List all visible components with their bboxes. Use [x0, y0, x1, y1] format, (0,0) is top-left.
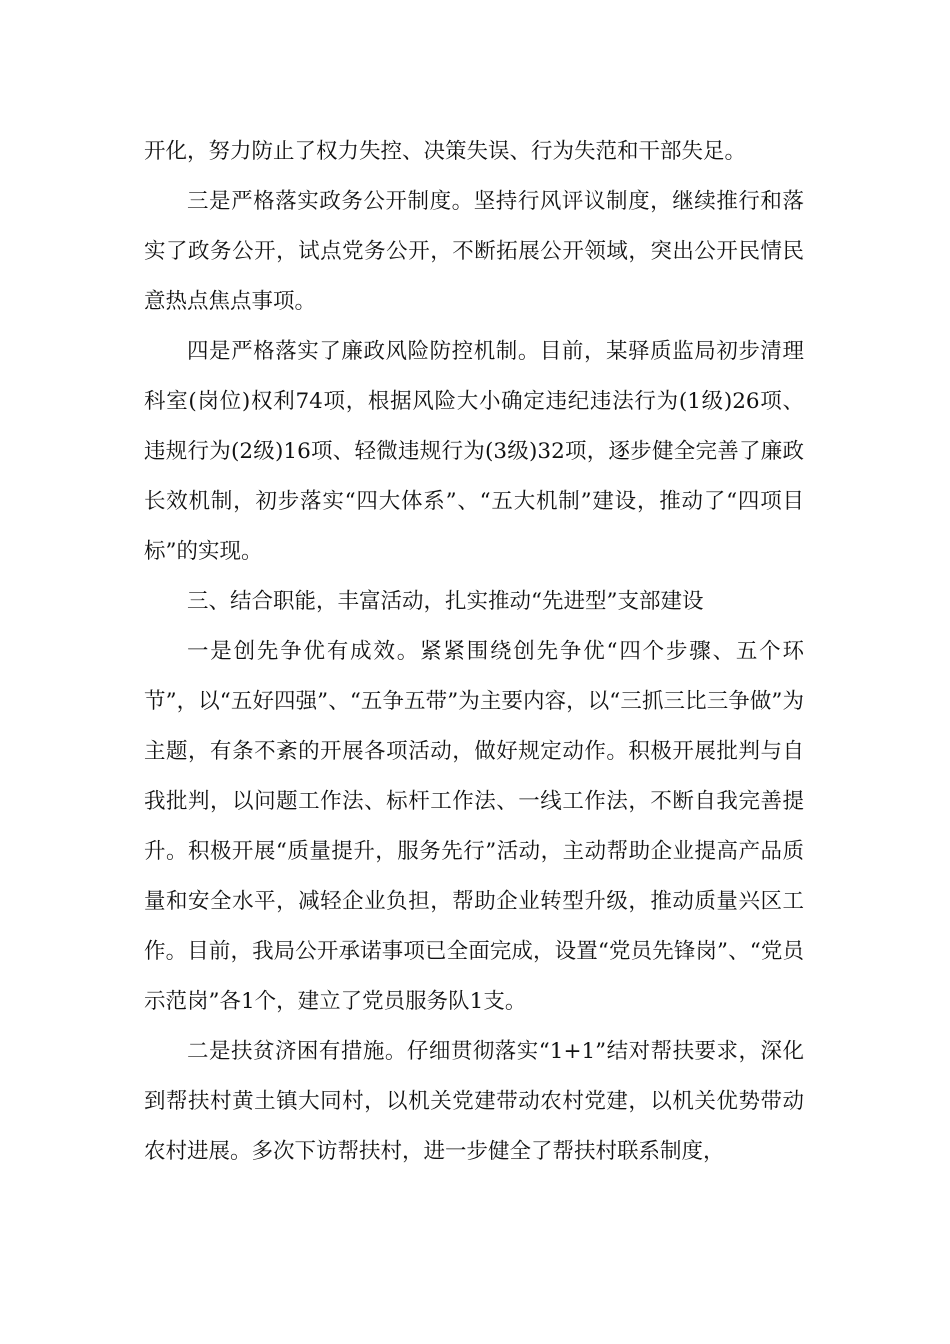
paragraph-3: 四是严格落实了廉政风险防控机制。目前，某驿质监局初步清理科室(岗位)权利74项，根据风险大小确定违纪违法行为(1级)26项、违规行为(2级)16项、轻微违规行为(3级)32项，逐步健全完善了廉政长效机制，初步落实“四大体系”、“五大机制”建设，推动了“四项目标”的实现。: [144, 339, 804, 564]
paragraph-1: 开化，努力防止了权力失控、决策失误、行为失范和干部失足。: [144, 139, 747, 164]
paragraph-4: 一是创先争优有成效。紧紧围绕创先争优“四个步骤、五个环节”，以“五好四强”、“五争五带”为主要内容，以“三抓三比三争做”为主题，有条不紊的开展各项活动，做好规定动作。积极开展批判与自我批判，以问题工作法、标杆工作法、一线工作法，不断自我完善提升。积极开展“质量提升，服务先行”活动，主动帮助企业提高产品质量和安全水平，减轻企业负担，帮助企业转型升级，推动质量兴区工作。目前，我局公开承诺事项已全面完成，设置“党员先锋岗”、“党员示范岗”各1个，建立了党员服务队1支。: [144, 639, 804, 1014]
paragraph-2: 三是严格落实政务公开制度。坚持行风评议制度，继续推行和落实了政务公开，试点党务公开，不断拓展公开领域，突出公开民情民意热点焦点事项。: [144, 189, 804, 314]
paragraph-5: 二是扶贫济困有措施。仔细贯彻落实“1+1”结对帮扶要求，深化到帮扶村黄土镇大同村，以机关党建带动农村党建，以机关优势带动农村进展。多次下访帮扶村，进一步健全了帮扶村联系制度，: [144, 1039, 804, 1164]
document-body: [144, 127, 804, 1177]
section-heading: 三、结合职能，丰富活动，扎实推动“先进型”支部建设: [187, 589, 704, 614]
